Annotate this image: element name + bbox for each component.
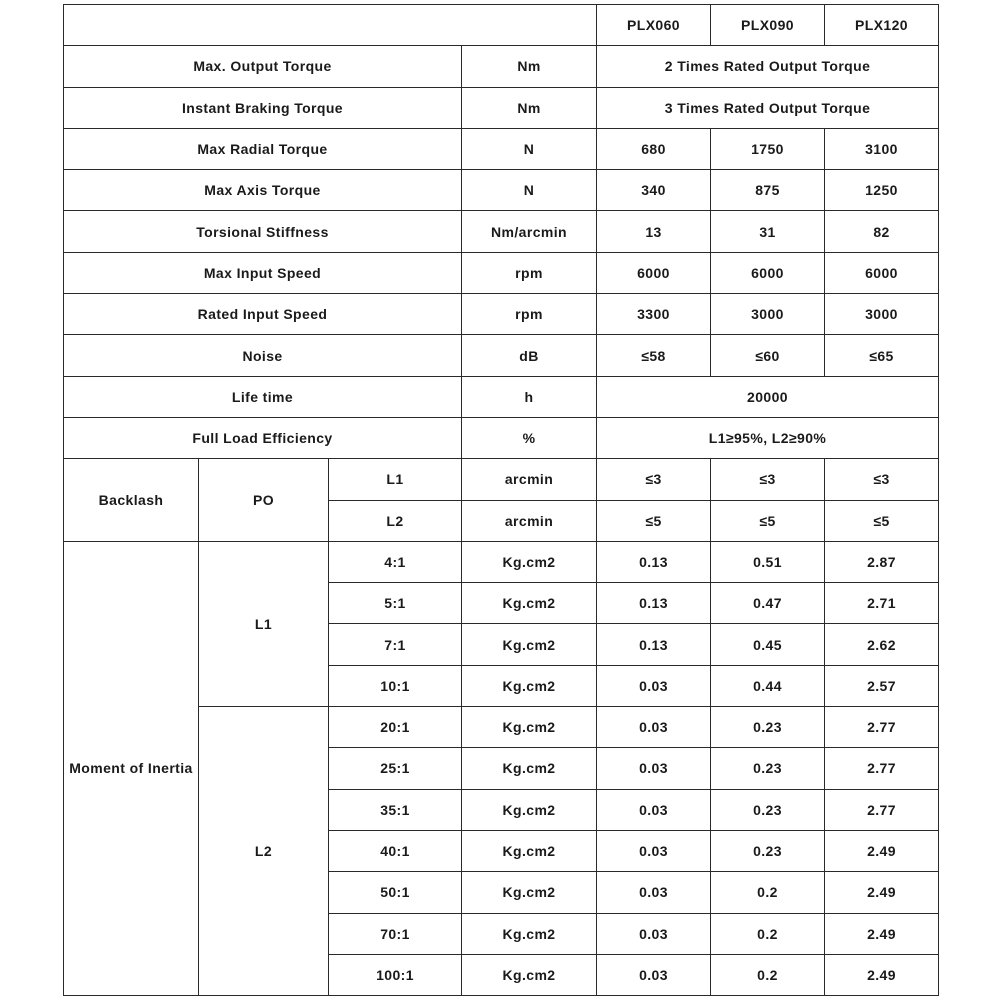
unit-cell: Kg.cm2 [462,830,597,871]
unit-cell: Kg.cm2 [462,624,597,665]
value-cell: 2.71 [825,583,939,624]
unit-cell: dB [462,335,597,376]
value-cell: 0.13 [597,583,711,624]
table-row [64,170,939,211]
value-cell: 0.03 [597,872,711,913]
value-cell: 0.23 [711,789,825,830]
value-cell: 0.03 [597,707,711,748]
backlash-label: Backlash [64,459,199,542]
value-cell: 2.77 [825,789,939,830]
table-row [64,211,939,252]
value-cell: ≤5 [597,500,711,541]
row-label: Noise [64,335,462,376]
row-label: Max Axis Torque [64,170,462,211]
unit-cell: N [462,128,597,169]
value-cell: 6000 [711,252,825,293]
value-cell: 0.2 [711,913,825,954]
row-label: Instant Braking Torque [64,87,462,128]
value-cell: 2.57 [825,665,939,706]
value-cell: 2.77 [825,748,939,789]
value-cell: 2.62 [825,624,939,665]
value-cell: ≤3 [825,459,939,500]
value-cell: 0.23 [711,830,825,871]
value-cell: ≤65 [825,335,939,376]
table-row [64,459,939,500]
value-cell: 0.51 [711,541,825,582]
value-cell: 3000 [711,294,825,335]
value-cell: 6000 [825,252,939,293]
table-row [64,294,939,335]
ratio-cell: 100:1 [329,954,462,995]
value-cell: 82 [825,211,939,252]
table-row [64,87,939,128]
row-label: Max. Output Torque [64,46,462,87]
unit-cell: Kg.cm2 [462,789,597,830]
value-cell: 2.87 [825,541,939,582]
unit-cell: Kg.cm2 [462,872,597,913]
value-cell: 2.49 [825,913,939,954]
row-label: Torsional Stiffness [64,211,462,252]
value-cell: 0.23 [711,748,825,789]
merged-value-cell: 3 Times Rated Output Torque [597,87,939,128]
header-row [64,5,939,46]
value-cell: ≤58 [597,335,711,376]
unit-cell: Kg.cm2 [462,541,597,582]
value-cell: 0.03 [597,748,711,789]
stage-cell: L2 [329,500,462,541]
row-label: Full Load Efficiency [64,417,462,458]
unit-cell: Kg.cm2 [462,748,597,789]
value-cell: 2.49 [825,954,939,995]
row-label: Life time [64,376,462,417]
unit-cell: Kg.cm2 [462,707,597,748]
table-row [64,335,939,376]
value-cell: 0.44 [711,665,825,706]
model-header: PLX060 [597,5,711,46]
table-row [64,417,939,458]
value-cell: 13 [597,211,711,252]
backlash-type: PO [199,459,329,542]
spec-table [63,4,939,996]
ratio-cell: 10:1 [329,665,462,706]
unit-cell: Kg.cm2 [462,954,597,995]
value-cell: 3300 [597,294,711,335]
value-cell: 2.49 [825,872,939,913]
value-cell: 0.47 [711,583,825,624]
unit-cell: arcmin [462,459,597,500]
table-row [64,128,939,169]
value-cell: 680 [597,128,711,169]
merged-value-cell: 20000 [597,376,939,417]
unit-cell: Nm/arcmin [462,211,597,252]
value-cell: 0.23 [711,707,825,748]
value-cell: 1750 [711,128,825,169]
inertia-label: Moment of Inertia [64,541,199,995]
value-cell: ≤60 [711,335,825,376]
ratio-cell: 50:1 [329,872,462,913]
merged-value-cell: L1≥95%, L2≥90% [597,417,939,458]
value-cell: 0.13 [597,541,711,582]
unit-cell: Kg.cm2 [462,583,597,624]
value-cell: 0.03 [597,913,711,954]
ratio-cell: 4:1 [329,541,462,582]
value-cell: ≤5 [711,500,825,541]
value-cell: 340 [597,170,711,211]
unit-cell: rpm [462,294,597,335]
row-label: Max Radial Torque [64,128,462,169]
unit-cell: h [462,376,597,417]
value-cell: 0.03 [597,789,711,830]
stage-group-label: L2 [199,707,329,996]
row-label: Rated Input Speed [64,294,462,335]
value-cell: 0.03 [597,954,711,995]
merged-value-cell: 2 Times Rated Output Torque [597,46,939,87]
value-cell: ≤5 [825,500,939,541]
value-cell: 0.03 [597,665,711,706]
stage-group-label: L1 [199,541,329,706]
unit-cell: Nm [462,46,597,87]
value-cell: 31 [711,211,825,252]
unit-cell: Kg.cm2 [462,913,597,954]
value-cell: 0.03 [597,830,711,871]
corner-cell [64,5,597,46]
value-cell: 0.45 [711,624,825,665]
value-cell: ≤3 [597,459,711,500]
value-cell: 875 [711,170,825,211]
table-row [64,46,939,87]
value-cell: 0.13 [597,624,711,665]
ratio-cell: 35:1 [329,789,462,830]
unit-cell: arcmin [462,500,597,541]
unit-cell: N [462,170,597,211]
ratio-cell: 20:1 [329,707,462,748]
ratio-cell: 7:1 [329,624,462,665]
model-header: PLX090 [711,5,825,46]
value-cell: 6000 [597,252,711,293]
table-row [64,541,939,582]
value-cell: 1250 [825,170,939,211]
value-cell: 0.2 [711,872,825,913]
value-cell: ≤3 [711,459,825,500]
value-cell: 3000 [825,294,939,335]
ratio-cell: 40:1 [329,830,462,871]
value-cell: 2.49 [825,830,939,871]
value-cell: 3100 [825,128,939,169]
row-label: Max Input Speed [64,252,462,293]
unit-cell: % [462,417,597,458]
ratio-cell: 70:1 [329,913,462,954]
unit-cell: Nm [462,87,597,128]
stage-cell: L1 [329,459,462,500]
ratio-cell: 5:1 [329,583,462,624]
unit-cell: rpm [462,252,597,293]
ratio-cell: 25:1 [329,748,462,789]
table-row [64,376,939,417]
model-header: PLX120 [825,5,939,46]
unit-cell: Kg.cm2 [462,665,597,706]
table-row [64,252,939,293]
value-cell: 2.77 [825,707,939,748]
value-cell: 0.2 [711,954,825,995]
